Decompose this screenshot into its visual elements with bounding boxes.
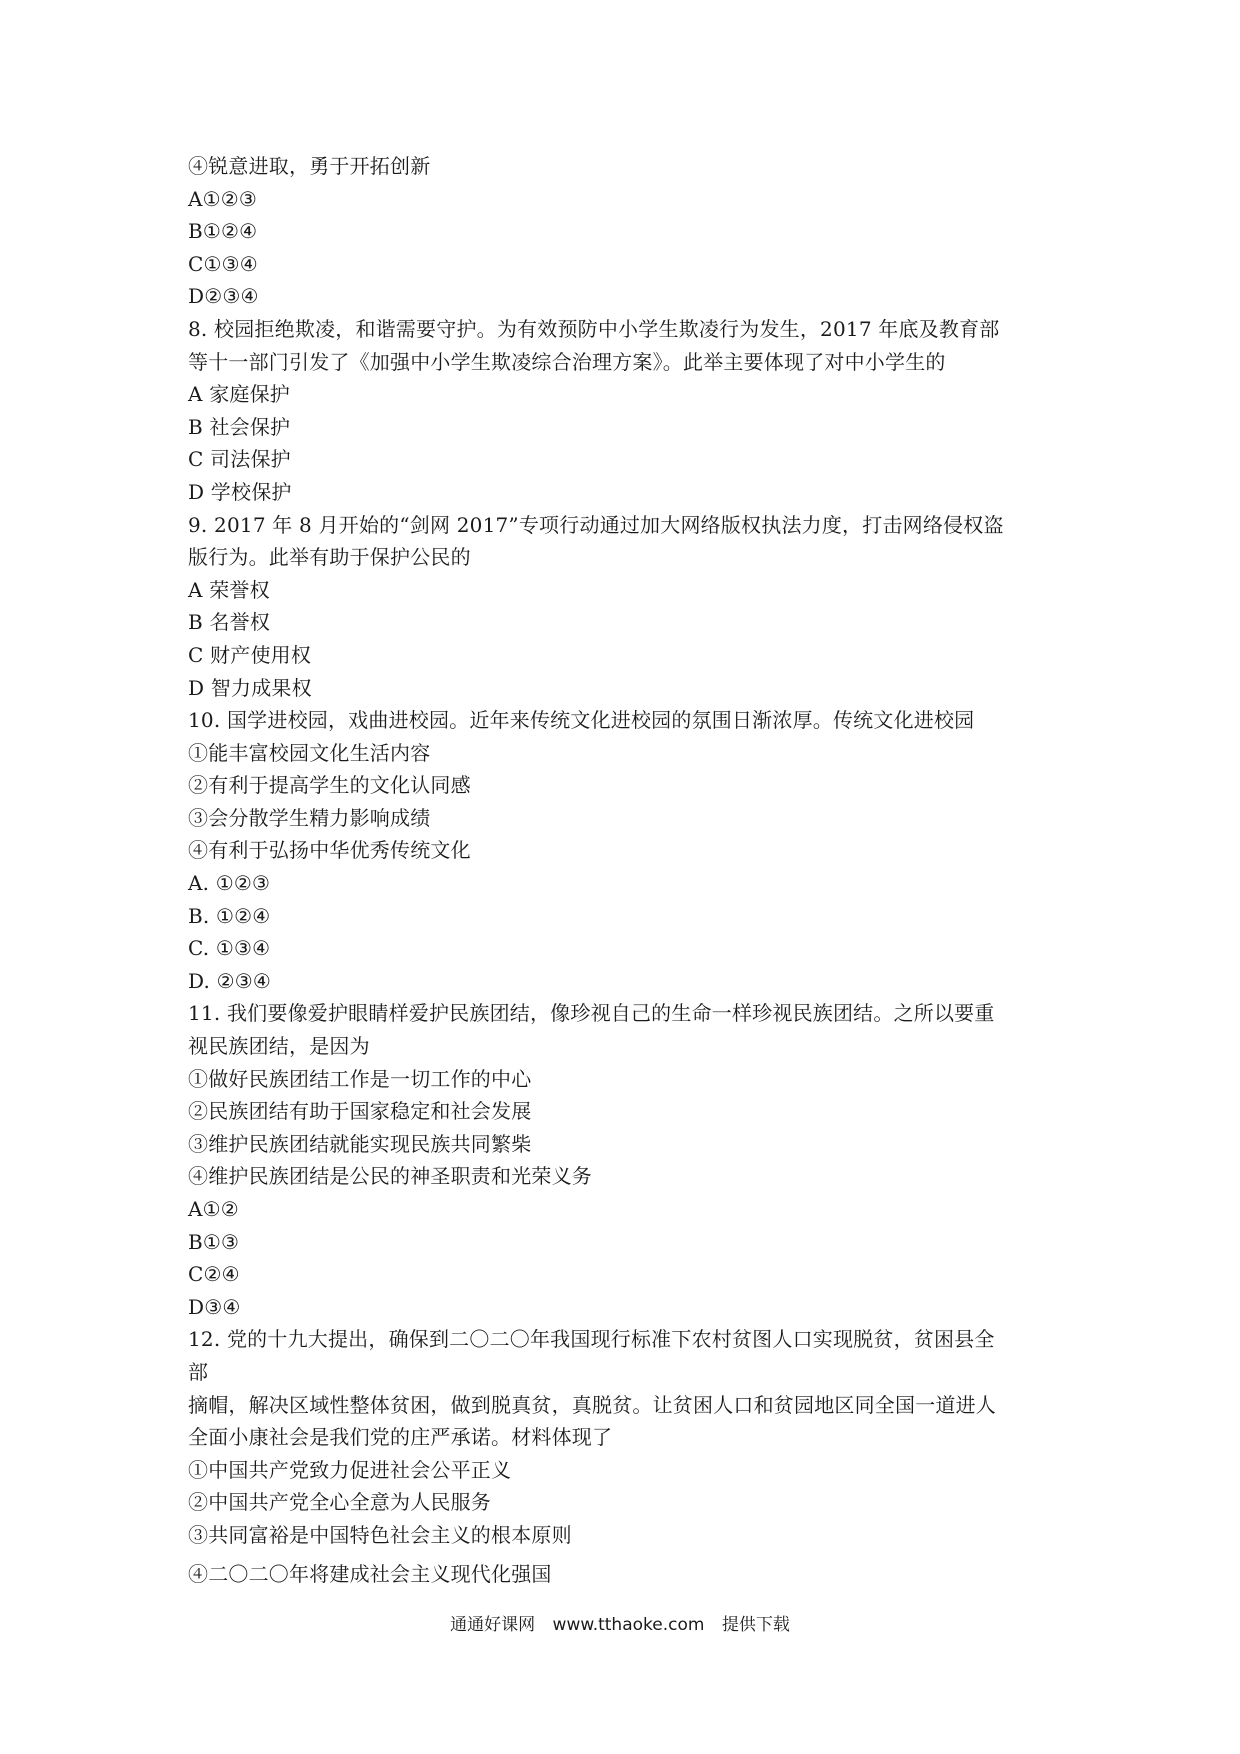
statement-line: ④有利于弘扬中华优秀传统文化 [188,838,471,863]
option-line: C 司法保护 [188,447,291,472]
footer-site-name: 通通好课网 [450,1615,536,1635]
option-line: B①②④ [188,219,258,244]
question-9-text: 版行为。此举有助于保护公民的 [188,545,471,570]
page-content [188,150,1068,1590]
option-line: D. ②③④ [188,968,272,993]
question-9-text: 9. 2017 年 8 月开始的“剑网 2017”专项行动通过加大网络版权执法力度，打击网络侵权盗 [188,512,1004,537]
question-12-text: 全面小康社会是我们党的庄严承诺。材料体现了 [188,1425,613,1450]
option-line: A. ①②③ [188,871,271,896]
question-8-text: 8. 校园拒绝欺凌，和谐需要守护。为有效预防中小学生欺凌行为发生，2017 年底及教育部 [188,316,1000,341]
statement-line: ③维护民族团结就能实现民族共同繁柴 [188,1131,532,1156]
option-line: C. ①③④ [188,936,271,961]
statement-line: ①中国共产党致力促进社会公平正义 [188,1457,512,1482]
option-line: B①③ [188,1229,240,1254]
option-line: C①③④ [188,251,258,276]
statement-line: ④二〇二〇年将建成社会主义现代化强国 [188,1561,552,1586]
statement-line: ②民族团结有助于国家稳定和社会发展 [188,1099,532,1124]
option-line: ④锐意进取，勇于开拓创新 [188,154,431,178]
question-11-text: 11. 我们要像爱护眼睛样爱护民族团结，像珍视自己的生命一样珍视民族团结。之所以要重 [188,1001,995,1026]
option-line: A①②③ [188,186,258,211]
statement-line: ②中国共产党全心全意为人民服务 [188,1490,491,1515]
question-12-text: 12. 党的十九大提出，确保到二〇二〇年我国现行标准下农村贫图人口实现脱贫，贫困县全 [188,1327,995,1352]
page-footer [0,1610,1240,1635]
question-11-text: 视民族团结，是因为 [188,1034,370,1059]
question-12-text: 部 [188,1359,209,1384]
statement-line: ④维护民族团结是公民的神圣职责和光荣义务 [188,1164,592,1189]
option-line: B 社会保护 [188,414,291,439]
option-line: A 家庭保护 [188,382,291,407]
option-line: C②④ [188,1262,240,1287]
option-line: B 名誉权 [188,610,271,635]
footer-url: www.tthaoke.com [552,1615,705,1635]
question-12-text: 摘帽，解决区域性整体贫困，做到脱真贫，真脱贫。让贫困人口和贫园地区同全国一道进人 [188,1392,996,1417]
option-line: A 荣誉权 [188,577,270,602]
statement-line: ③会分散学生精力影响成绩 [188,805,431,830]
statement-line: ②有利于提高学生的文化认同感 [188,773,471,798]
question-10-text: 10. 国学进校园，戏曲进校园。近年来传统文化进校园的氛围日渐浓厚。传统文化进校园 [188,708,975,733]
statement-line: ①做好民族团结工作是一切工作的中心 [188,1066,532,1091]
footer-suffix: 提供下载 [721,1615,790,1635]
option-line: D 学校保护 [188,479,292,504]
option-line: B. ①②④ [188,903,271,928]
option-line: A①② [188,1197,239,1221]
option-line: D③④ [188,1294,241,1319]
question-8-text: 等十一部门引发了《加强中小学生欺凌综合治理方案》。此举主要体现了对中小学生的 [188,349,946,374]
statement-line: ③共同富裕是中国特色社会主义的根本原则 [188,1522,572,1547]
statement-line: ①能丰富校园文化生活内容 [188,740,431,765]
option-line: D 智力成果权 [188,675,312,700]
option-line: D②③④ [188,284,259,309]
option-line: C 财产使用权 [188,642,312,667]
